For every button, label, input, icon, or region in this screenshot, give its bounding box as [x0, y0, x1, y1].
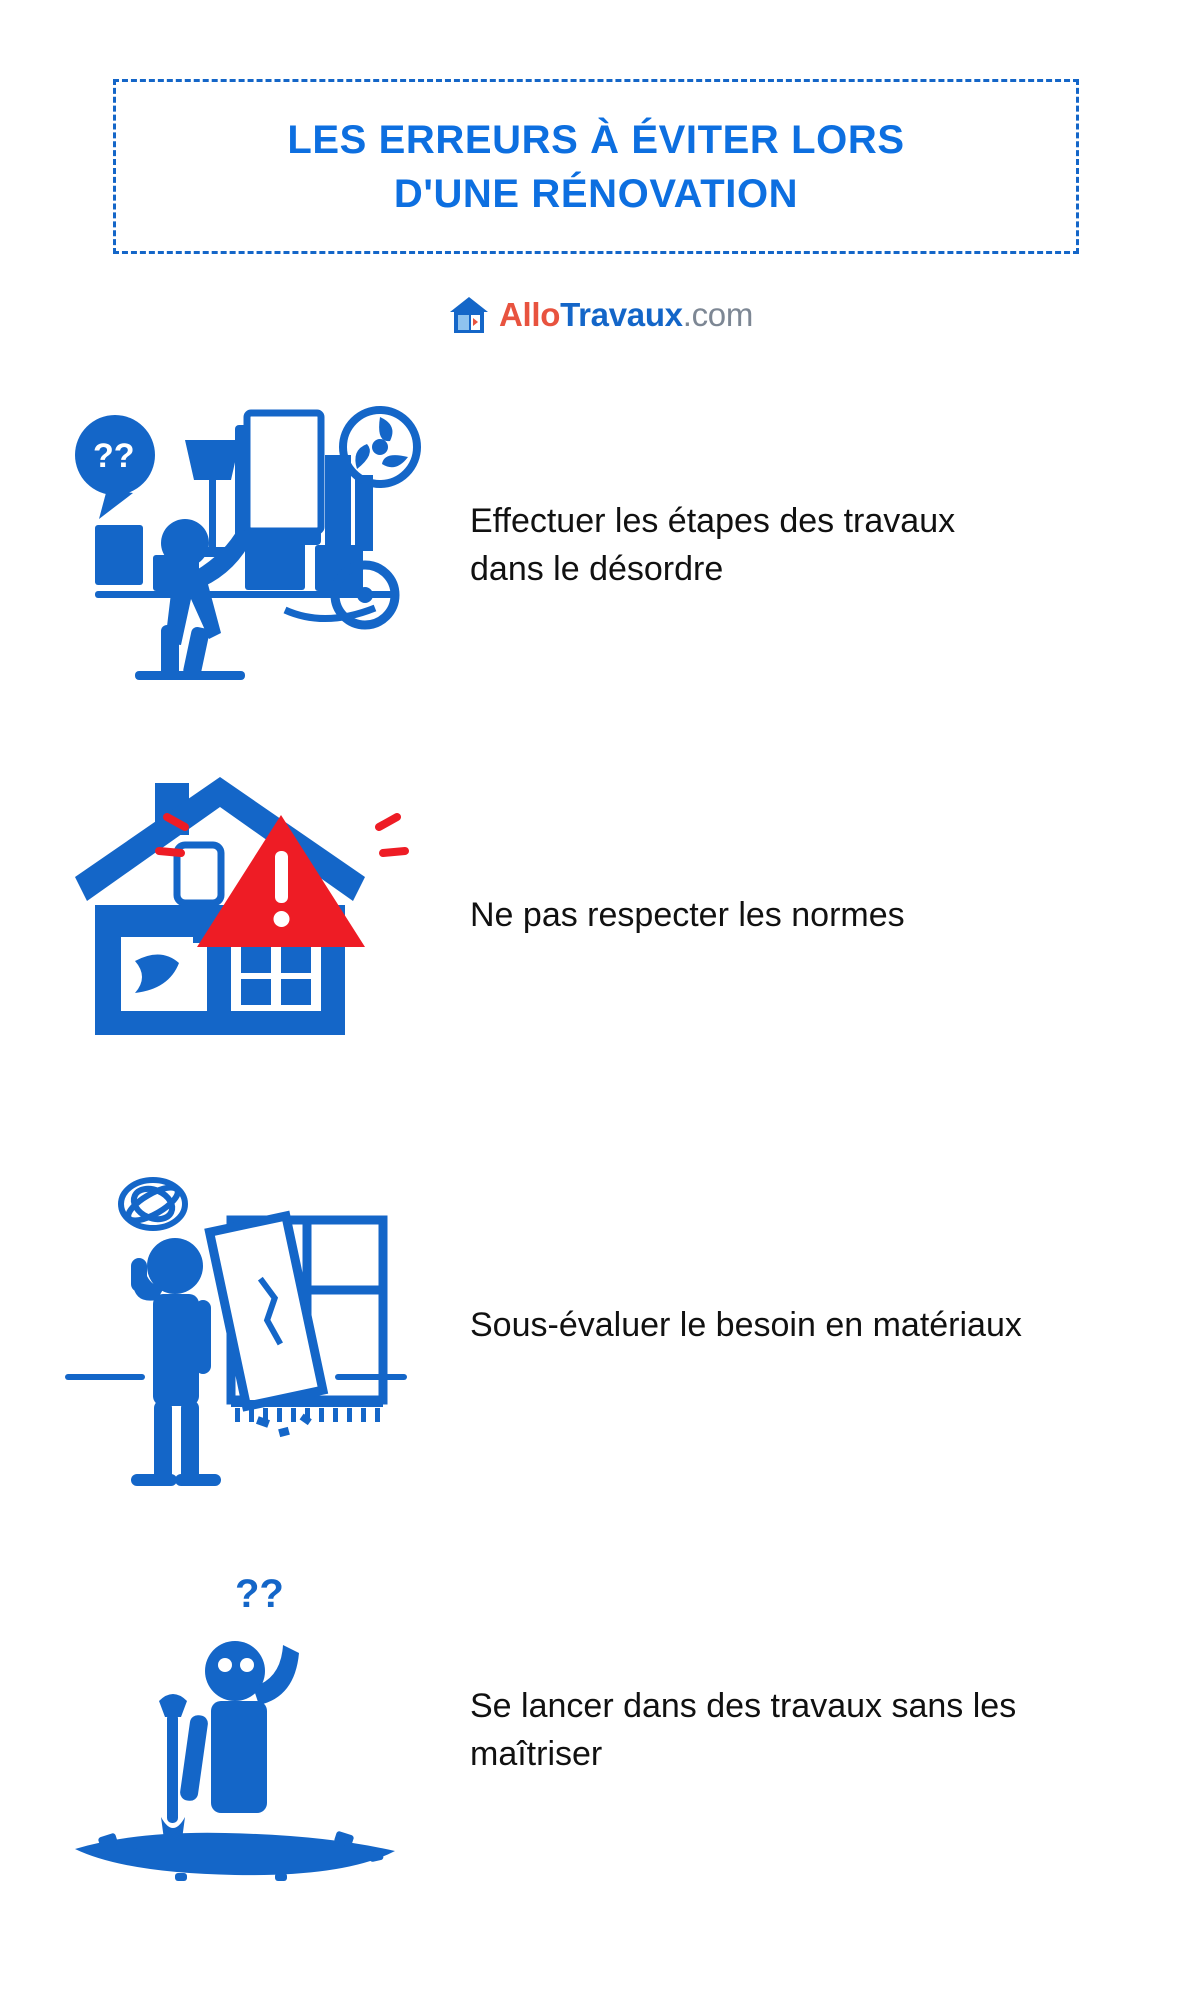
brand-logo-travaux: Travaux	[560, 296, 683, 333]
house-warning-sign-icon	[0, 765, 470, 1065]
list-item-label: Effectuer les étapes des travaux dans le désordre	[470, 501, 956, 588]
list-item	[0, 760, 1200, 1070]
page-title-box	[113, 79, 1079, 254]
page-title-line-2: D'UNE RÉNOVATION	[393, 171, 799, 216]
svg-text:??: ??	[93, 437, 135, 475]
list-item	[0, 390, 1200, 700]
person-falling-cabinet-icon	[0, 1160, 470, 1490]
brand-logo-text	[499, 296, 753, 334]
list-item	[0, 1160, 1200, 1490]
person-digging-hole-icon	[0, 1565, 470, 1895]
list-item-label: Se lancer dans des travaux sans les maîtriser	[470, 1686, 1017, 1773]
confused-person-clutter-icon	[0, 395, 470, 695]
brand-logo[interactable]	[430, 288, 770, 342]
brand-logo-com: .com	[682, 296, 754, 333]
page-title-line-1: LES ERREURS À ÉVITER LORS	[287, 117, 905, 162]
list-item-label: Sous-évaluer le besoin en matériaux	[470, 1305, 1022, 1344]
svg-text:??: ??	[235, 1572, 284, 1616]
list-item	[0, 1550, 1200, 1910]
list-item-label: Ne pas respecter les normes	[470, 895, 905, 934]
house-logo-icon	[447, 293, 491, 337]
brand-logo-allo: Allo	[498, 296, 561, 333]
